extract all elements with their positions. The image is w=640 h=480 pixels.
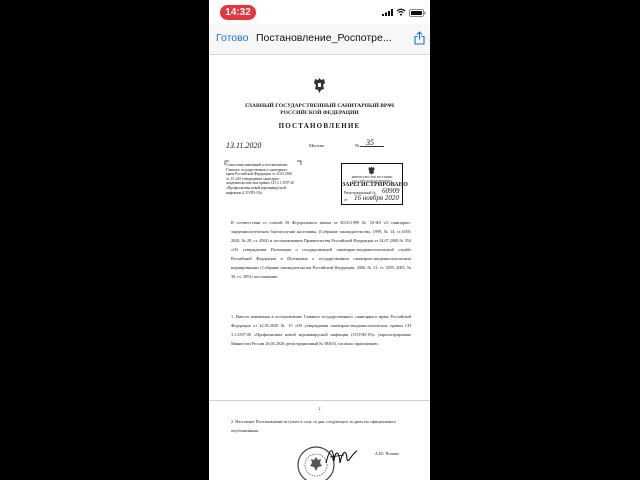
stamp-registered: ЗАРЕГИСТРИРОВАНО: [342, 182, 408, 188]
clause-2-paragraph: 2. Настоящее Постановление вступает в силу со дня, следующего за днем его официального опубликования.: [231, 419, 396, 433]
battery-icon: [409, 9, 426, 17]
viewer-nav-bar: [209, 24, 430, 55]
cellular-signal-icon: [382, 9, 393, 16]
org-name-line2: РОССИЙСКОЙ ФЕДЕРАЦИИ: [280, 110, 359, 116]
document-page-2: [209, 403, 430, 480]
stamp-reg-number-label: Регистрационный №: [344, 191, 376, 195]
subject-bracket-text: О внесении изменений в постановление Главного государственного санитарного врача Российской Федерации от 22.05.2020 № 15 «Об утверждении санитарно-эпидемиологических правил СП 3.1.3597-20 «Профилактика новой коронавирусной инфекции (COVID-19)»: [226, 163, 295, 195]
handwritten-number: 35: [366, 138, 374, 147]
preamble-paragraph: В соответствии со статьей 39 Федерального закона от 30.03.1999 № 52-ФЗ «О санитарно-эпидемиологическом благополучии населения» (Собрание законодательства, 1999, № 14, ст.1650; 2020, № 29, ст. 4504) и постановлением Правительства Российской Федерации от 24.07.2000 № 554 «Об утверждении Положения о государственной санитарно-эпидемиологической службе Российской Федерации и Положения о государственном санитарно-эпидемиологическом нормировании» (Собрание законодательства Российской Федерации, 2000, № 31, ст. 3295; 2005, № 39, ст. 3953) постановляю:: [231, 220, 411, 279]
signature: [324, 443, 360, 469]
city-label: Москва: [309, 143, 324, 148]
stamp-reg-number: 60909: [382, 187, 400, 195]
done-button[interactable]: Готово: [216, 32, 249, 44]
phone-screen: [209, 0, 430, 480]
status-time[interactable]: 14:32: [220, 5, 256, 20]
number-label: №: [355, 143, 360, 148]
wifi-icon: [396, 8, 406, 16]
signer-name: А.Ю. Попова: [375, 451, 399, 456]
stamp-from-label: от: [344, 198, 348, 202]
registration-stamp: [341, 163, 408, 205]
page-number: 2: [318, 406, 321, 411]
document-page-1: [209, 55, 430, 398]
coat-of-arms-emblem: [313, 77, 326, 94]
handwritten-date: 13.11.2020: [226, 141, 262, 150]
document-heading: ПОСТАНОВЛЕНИЕ: [278, 122, 361, 130]
stamp-date: 16 ноября 2020: [354, 194, 399, 202]
page-separator: [209, 400, 430, 401]
stamp-emblem: [368, 166, 375, 175]
document-viewer[interactable]: [209, 55, 430, 480]
clause-1-paragraph: 1. Внести изменения в постановление Главного государственного санитарного врача Российской Федерации от 22.05.2020 № 15 «Об утверждении санитарно-эпидемиологических правил СП 3.1.3597-20 «Профилактика новой коронавирусной инфекции (COVID-19)» (зарегистрировано Минюстом России 26.05.2020, регистрационный № 58465), согласно приложению.: [231, 314, 411, 346]
status-bar: [209, 0, 430, 24]
document-title: Постановление_Роспотре...: [256, 32, 392, 44]
share-icon[interactable]: [414, 31, 425, 45]
stamp-ministry: МИНИСТЕРСТВО ЮСТИЦИИ РОССИЙСКОЙ ФЕДЕРАЦИИ: [351, 175, 393, 183]
org-name-line1: ГЛАВНЫЙ ГОСУДАРСТВЕННЫЙ САНИТАРНЫЙ ВРАЧ: [245, 103, 394, 109]
